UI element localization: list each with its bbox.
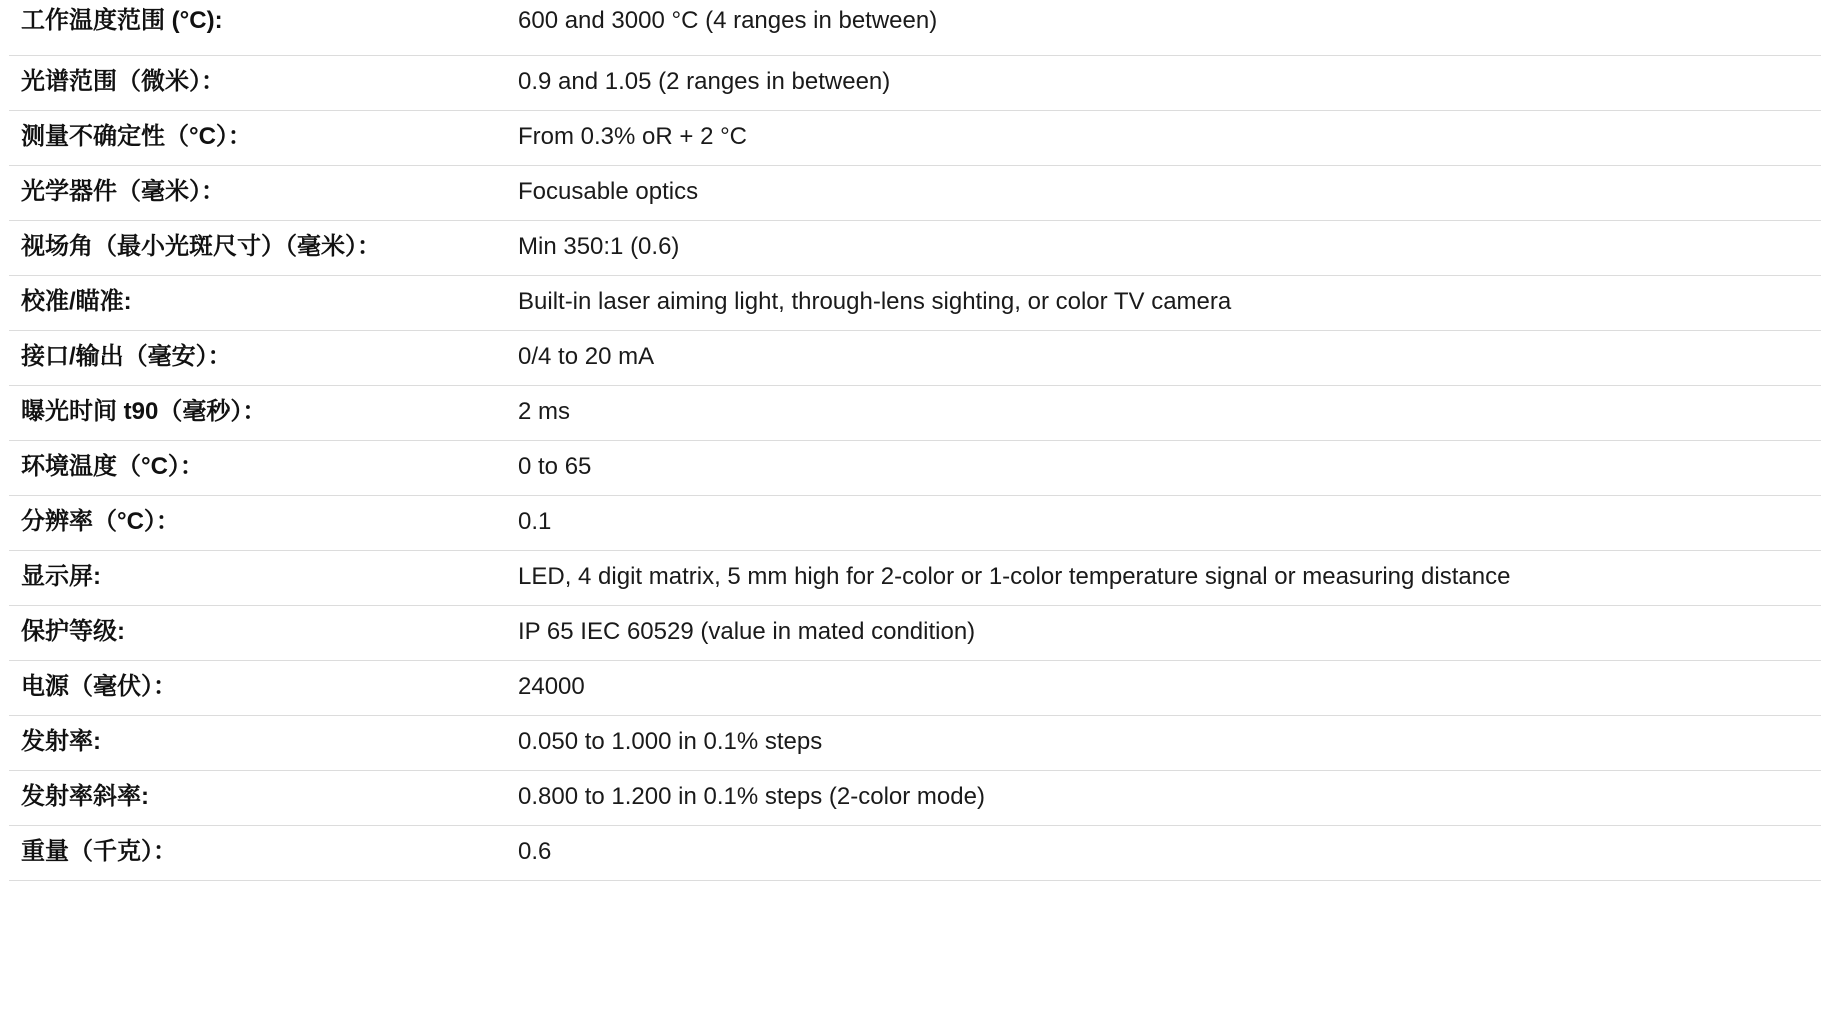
spec-label xyxy=(9,550,518,605)
table-row xyxy=(9,220,1821,275)
specifications-table xyxy=(9,0,1821,881)
spec-value xyxy=(518,110,1821,165)
spec-label-text: 校准/瞄准: xyxy=(21,288,132,316)
spec-value-text: 0.6 xyxy=(518,838,552,866)
spec-value-text: LED, 4 digit matrix, 5 mm high for 2-color or 1-color temperature signal or measuring distance xyxy=(518,563,1511,591)
spec-label-text: 工作温度范围 (°C): xyxy=(21,6,223,34)
spec-label xyxy=(9,605,518,660)
table-row xyxy=(9,605,1821,660)
spec-label xyxy=(9,715,518,770)
spec-value-text: 0.9 and 1.05 (2 ranges in between) xyxy=(518,68,891,96)
table-row xyxy=(9,440,1821,495)
spec-value xyxy=(518,660,1821,715)
spec-label xyxy=(9,330,518,385)
table-row xyxy=(9,55,1821,110)
spec-value xyxy=(518,385,1821,440)
spec-label xyxy=(9,55,518,110)
table-row xyxy=(9,660,1821,715)
table-row xyxy=(9,715,1821,770)
spec-value-text: 0.050 to 1.000 in 0.1% steps xyxy=(518,728,823,756)
spec-value xyxy=(518,275,1821,330)
spec-value-text: 0.1 xyxy=(518,508,552,536)
spec-label-text: 测量不确定性（°C）： xyxy=(21,123,252,151)
spec-label-text: 分辨率（°C）： xyxy=(21,508,180,536)
spec-value xyxy=(518,495,1821,550)
spec-label xyxy=(9,0,518,55)
spec-label xyxy=(9,165,518,220)
spec-label-text: 保护等级: xyxy=(21,618,125,646)
spec-label-text: 显示屏: xyxy=(21,563,101,591)
spec-label-text: 重量（千克）： xyxy=(21,838,177,866)
spec-value xyxy=(518,715,1821,770)
spec-label xyxy=(9,660,518,715)
spec-value-text: 0/4 to 20 mA xyxy=(518,343,655,371)
spec-label xyxy=(9,275,518,330)
table-row xyxy=(9,495,1821,550)
spec-label-text: 曝光时间 t90（毫秒）： xyxy=(21,398,267,426)
spec-label-text: 接口/输出（毫安）： xyxy=(21,343,232,371)
spec-label xyxy=(9,440,518,495)
table-row xyxy=(9,385,1821,440)
spec-value-text: 2 ms xyxy=(518,398,571,426)
spec-label-text: 光学器件（毫米）： xyxy=(21,178,225,206)
spec-label xyxy=(9,220,518,275)
spec-value xyxy=(518,605,1821,660)
spec-value xyxy=(518,330,1821,385)
spec-value xyxy=(518,440,1821,495)
spec-label-text: 发射率斜率: xyxy=(21,783,149,811)
spec-value xyxy=(518,220,1821,275)
table-row xyxy=(9,770,1821,825)
spec-value xyxy=(518,825,1821,880)
spec-label-text: 电源（毫伏）： xyxy=(21,673,177,701)
spec-value xyxy=(518,55,1821,110)
spec-value xyxy=(518,0,1821,55)
table-row xyxy=(9,550,1821,605)
spec-value-text: Built-in laser aiming light, through-lens sighting, or color TV camera xyxy=(518,288,1232,316)
spec-value-text: 0.800 to 1.200 in 0.1% steps (2-color mode) xyxy=(518,783,985,811)
spec-value-text: Focusable optics xyxy=(518,178,699,206)
spec-label xyxy=(9,770,518,825)
spec-value-text: IP 65 IEC 60529 (value in mated condition) xyxy=(518,618,976,646)
spec-label-text: 发射率: xyxy=(21,728,101,756)
spec-label-text: 光谱范围（微米）： xyxy=(21,68,225,96)
table-row xyxy=(9,0,1821,55)
spec-value-text: Min 350:1 (0.6) xyxy=(518,233,680,261)
spec-value xyxy=(518,165,1821,220)
spec-value-text: 600 and 3000 °C (4 ranges in between) xyxy=(518,6,938,34)
spec-label-text: 环境温度（°C）： xyxy=(21,453,204,481)
table-row xyxy=(9,165,1821,220)
table-row xyxy=(9,330,1821,385)
spec-value-text: 24000 xyxy=(518,673,585,701)
spec-value xyxy=(518,550,1821,605)
spec-label-text: 视场角（最小光斑尺寸）（毫米）： xyxy=(21,233,381,261)
table-row xyxy=(9,110,1821,165)
spec-value xyxy=(518,770,1821,825)
spec-label xyxy=(9,110,518,165)
spec-label xyxy=(9,825,518,880)
table-row xyxy=(9,275,1821,330)
spec-value-text: 0 to 65 xyxy=(518,453,592,481)
spec-value-text: From 0.3% oR + 2 °C xyxy=(518,123,748,151)
spec-label xyxy=(9,385,518,440)
table-row xyxy=(9,825,1821,880)
spec-label xyxy=(9,495,518,550)
